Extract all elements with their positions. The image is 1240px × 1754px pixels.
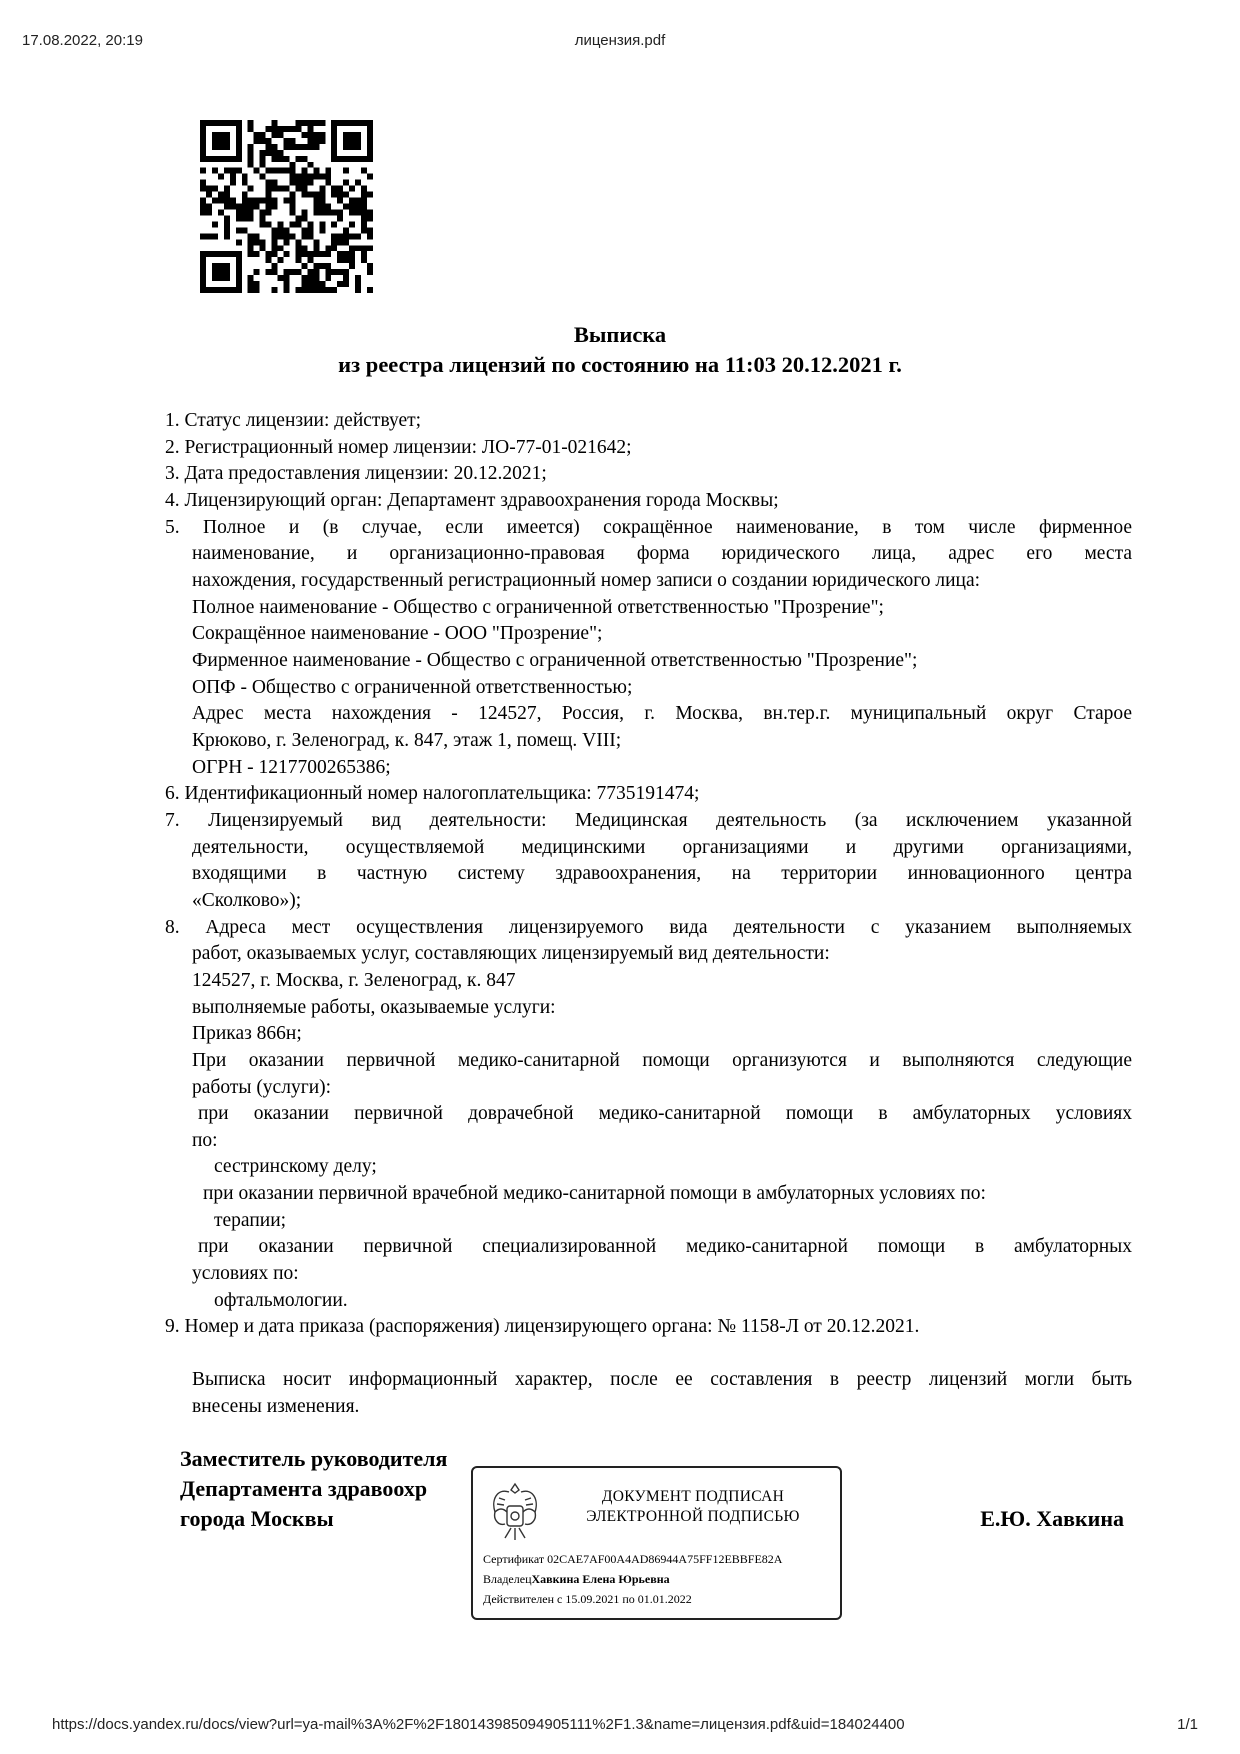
print-file-name: лицензия.pdf [574,32,666,49]
signer-position-line-3: города Москвы [180,1506,334,1531]
document-line: условиях по: [192,1263,299,1284]
document-line: ОПФ - Общество с ограниченной ответственностью; [192,677,633,698]
stamp-certificate [483,1552,782,1567]
stamp-certificate-value: 02CAE7AF00A4AD86944A75FF12EBBFE82A [547,1552,783,1566]
document-line: 6. Идентификационный номер налогоплательщика: 7735191474; [165,783,700,804]
signer-position-line-2: Департамента здравоохр [180,1476,428,1501]
signer-name: Е.Ю. Хавкина [980,1506,1124,1531]
signer-position-line-1: Заместитель руководителя [180,1446,448,1471]
document-line: сестринскому делу; [214,1156,377,1177]
document-line: работ, оказываемых услуг, составляющих лицензируемый вид деятельности: [192,943,830,964]
document-line: Выписка носит информационный характер, после ее составления в реестр лицензий могли быть [192,1369,1132,1390]
document-line: при оказании первичной специализированной медико-санитарной помощи в амбулаторных [198,1236,1132,1257]
stamp-heading-1: ДОКУМЕНТ ПОДПИСАН [601,1488,785,1505]
qr-code-icon [200,120,373,293]
coat-of-arms-icon [487,1478,543,1548]
print-page-counter: 1/1 [1177,1716,1198,1733]
document-line: офтальмологии. [214,1290,348,1311]
document-line: нахождения, государственный регистрационный номер записи о создании юридического лица: [192,570,981,591]
print-datetime: 17.08.2022, 20:19 [22,32,143,49]
stamp-owner-label: Владелец [483,1572,532,1586]
document-line: Фирменное наименование - Общество с ограниченной ответственностью "Прозрение"; [192,650,918,671]
document-line: деятельности, осуществляемой медицинскими организациями и другими организациями, [192,837,1132,858]
document-line: внесены изменения. [192,1396,360,1417]
document-line: 9. Номер и дата приказа (распоряжения) лицензирующего органа: № 1158-Л от 20.12.2021. [165,1316,920,1337]
stamp-owner [483,1572,670,1587]
stamp-heading-2: ЭЛЕКТРОННОЙ ПОДПИСЬЮ [586,1508,800,1525]
document-title: Выписка [573,322,667,347]
stamp-validity: Действителен с 15.09.2021 по 01.01.2022 [483,1592,692,1606]
document-line: Полное наименование - Общество с ограниченной ответственностью "Прозрение"; [192,597,884,618]
document-line: «Сколково»); [192,890,302,911]
document-line: 4. Лицензирующий орган: Департамент здравоохранения города Москвы; [165,490,779,511]
document-line: терапии; [214,1210,287,1231]
document-line: 8. Адреса мест осуществления лицензируемого вида деятельности с указанием выполняемых [165,917,1132,938]
document-line: Приказ 866н; [192,1023,302,1044]
document-line: наименование, и организационно-правовая форма юридического лица, адрес его места [192,543,1132,564]
stamp-certificate-label: Сертификат [483,1552,545,1566]
document-line: 7. Лицензируемый вид деятельности: Медицинская деятельность (за исключением указанной [165,810,1132,831]
document-line: Адрес места нахождения - 124527, Россия, г. Москва, вн.тер.г. муниципальный округ Старое [192,703,1132,724]
print-url: https://docs.yandex.ru/docs/view?url=ya-mail%3A%2F%2F180143985094905111%2F1.3&name=лицензия.pdf&uid=184024400 [52,1716,905,1733]
stamp-owner-value: Хавкина Елена Юрьевна [531,1572,670,1586]
document-line: Крюково, г. Зеленоград, к. 847, этаж 1, помещ. VIII; [192,730,622,751]
electronic-signature-stamp [471,1466,842,1620]
document-line: по: [192,1130,218,1151]
document-subtitle: из реестра лицензий по состоянию на 11:03 20.12.2021 г. [338,352,902,377]
document-line: 5. Полное и (в случае, если имеется) сокращённое наименование, в том числе фирменное [165,517,1132,538]
document-line: работы (услуги): [192,1077,332,1098]
document-line: 3. Дата предоставления лицензии: 20.12.2021; [165,463,547,484]
document-line: при оказании первичной врачебной медико-санитарной помощи в амбулаторных условиях по: [203,1183,986,1204]
document-line: При оказании первичной медико-санитарной помощи организуются и выполняются следующие [192,1050,1132,1071]
document-line: ОГРН - 1217700265386; [192,757,391,778]
document-line: 124527, г. Москва, г. Зеленоград, к. 847 [192,970,516,991]
document-line: выполняемые работы, оказываемые услуги: [192,997,556,1018]
document-line: 2. Регистрационный номер лицензии: ЛО-77-01-021642; [165,437,632,458]
document-line: при оказании первичной доврачебной медико-санитарной помощи в амбулаторных условиях [198,1103,1132,1124]
document-line: 1. Статус лицензии: действует; [165,410,422,431]
document-line: Сокращённое наименование - ООО "Прозрение"; [192,623,603,644]
document-line: входящими в частную систему здравоохранения, на территории инновационного центра [192,863,1132,884]
